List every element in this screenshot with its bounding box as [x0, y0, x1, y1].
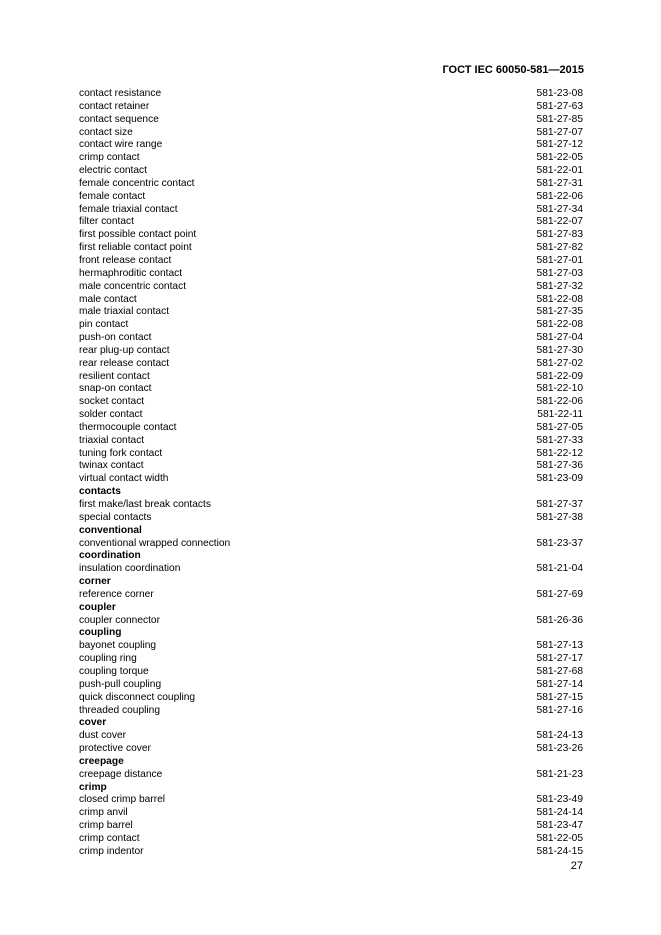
entry-term: resilient contact — [79, 370, 150, 382]
index-entry — [79, 473, 583, 486]
group-heading-text: coupler — [79, 601, 116, 613]
entry-code: 581-23-37 — [536, 537, 583, 549]
index-group-heading — [79, 756, 583, 769]
entry-term: front release contact — [79, 254, 172, 266]
entry-code: 581-22-06 — [536, 396, 583, 408]
entry-term: insulation coordination — [79, 563, 181, 575]
index-entry — [79, 383, 583, 396]
index-entry — [79, 152, 583, 165]
index-entry — [79, 640, 583, 653]
index-group-heading — [79, 717, 583, 730]
entry-term: crimp contact — [79, 152, 140, 164]
entry-code: 581-22-05 — [536, 152, 583, 164]
entry-term: virtual contact width — [79, 473, 169, 485]
entry-code: 581-23-26 — [536, 743, 583, 755]
index-entry — [79, 409, 583, 422]
entry-term: closed crimp barrel — [79, 794, 166, 806]
entry-code: 581-27-37 — [536, 499, 583, 510]
entry-code: 581-27-82 — [536, 242, 583, 254]
entry-term: coupling ring — [79, 653, 137, 665]
group-heading-text: conventional — [79, 524, 142, 536]
index-entry — [79, 229, 583, 242]
entry-code: 581-27-38 — [536, 511, 583, 523]
entry-term: crimp contact — [79, 832, 140, 844]
entry-term: first make/last break contacts — [79, 499, 211, 510]
entry-term: conventional wrapped connection — [79, 537, 231, 549]
group-heading-text: creepage — [79, 755, 124, 767]
entry-term: female triaxial contact — [79, 203, 178, 215]
index-entry — [79, 345, 583, 358]
entry-code: 581-27-07 — [536, 126, 583, 138]
index-group-heading — [79, 602, 583, 615]
entry-code: 581-27-12 — [536, 139, 583, 151]
index-entry — [79, 139, 583, 152]
entry-term: pin contact — [79, 319, 129, 331]
entry-code: 581-22-07 — [536, 216, 583, 228]
index-entry — [79, 88, 583, 101]
entry-term: rear release contact — [79, 357, 170, 369]
entry-code: 581-26-36 — [536, 614, 583, 626]
index-entry — [79, 589, 583, 602]
entry-code: 581-24-13 — [536, 730, 583, 742]
entry-code: 581-22-09 — [536, 370, 583, 382]
index-group-heading — [79, 525, 583, 538]
entry-code: 581-22-01 — [536, 165, 583, 177]
entry-code: 581-27-68 — [536, 665, 583, 677]
index-entry — [79, 281, 583, 294]
index-entry — [79, 268, 583, 281]
entry-term: contact sequence — [79, 113, 159, 125]
entry-term: creepage distance — [79, 768, 163, 780]
entry-term: snap-on contact — [79, 383, 152, 395]
entry-code: 581-24-15 — [536, 845, 583, 857]
index-entry — [79, 371, 583, 384]
index-entry — [79, 769, 583, 782]
entry-term: coupler connector — [79, 614, 160, 626]
entry-term: male triaxial contact — [79, 306, 170, 318]
entry-code: 581-27-14 — [536, 678, 583, 690]
index-entry — [79, 101, 583, 114]
index-entry — [79, 204, 583, 217]
index-entry — [79, 165, 583, 178]
entry-term: first possible contact point — [79, 229, 197, 241]
index-group-heading — [79, 550, 583, 563]
entry-term: push-pull coupling — [79, 678, 162, 690]
group-heading-text: coupling — [79, 627, 122, 639]
index-entry — [79, 178, 583, 191]
entry-code: 581-22-05 — [536, 832, 583, 844]
index-entry — [79, 653, 583, 666]
index-entry — [79, 306, 583, 319]
entry-code: 581-23-08 — [536, 88, 583, 99]
index-entry — [79, 460, 583, 473]
term-index-list — [79, 88, 583, 859]
entry-code: 581-27-05 — [536, 421, 583, 433]
entry-code: 581-27-63 — [536, 100, 583, 112]
entry-term: push-on contact — [79, 332, 152, 344]
entry-code: 581-27-83 — [536, 229, 583, 241]
entry-term: triaxial contact — [79, 434, 145, 446]
index-entry — [79, 242, 583, 255]
entry-code: 581-21-04 — [536, 563, 583, 575]
index-entry — [79, 512, 583, 525]
entry-code: 581-27-30 — [536, 344, 583, 356]
index-entry — [79, 396, 583, 409]
entry-term: socket contact — [79, 396, 145, 408]
index-entry — [79, 319, 583, 332]
entry-term: quick disconnect coupling — [79, 691, 196, 703]
entry-code: 581-27-15 — [536, 691, 583, 703]
entry-code: 581-27-33 — [536, 434, 583, 446]
entry-code: 581-27-04 — [536, 332, 583, 344]
entry-term: crimp anvil — [79, 807, 128, 819]
index-entry — [79, 216, 583, 229]
group-heading-text: coordination — [79, 550, 141, 562]
entry-code: 581-27-34 — [536, 203, 583, 215]
entry-term: dust cover — [79, 730, 126, 742]
index-entry — [79, 127, 583, 140]
group-heading-text: crimp — [79, 781, 107, 793]
entry-term: contact size — [79, 126, 133, 138]
entry-term: rear plug-up contact — [79, 344, 170, 356]
entry-term: reference corner — [79, 588, 154, 600]
entry-term: twinax contact — [79, 460, 144, 472]
entry-term: contact resistance — [79, 88, 162, 99]
entry-code: 581-22-10 — [536, 383, 583, 395]
entry-code: 581-27-17 — [536, 653, 583, 665]
entry-code: 581-27-03 — [536, 267, 583, 279]
entry-term: filter contact — [79, 216, 134, 228]
entry-term: threaded coupling — [79, 704, 160, 716]
index-entry — [79, 114, 583, 127]
index-entry — [79, 846, 583, 859]
entry-code: 581-27-01 — [536, 254, 583, 266]
entry-code: 581-27-32 — [536, 280, 583, 292]
entry-term: male concentric contact — [79, 280, 187, 292]
entry-code: 581-22-08 — [536, 293, 583, 305]
entry-code: 581-27-02 — [536, 357, 583, 369]
index-entry — [79, 794, 583, 807]
entry-term: contact retainer — [79, 100, 150, 112]
entry-term: contact wire range — [79, 139, 163, 151]
entry-code: 581-27-16 — [536, 704, 583, 716]
entry-term: female concentric contact — [79, 177, 195, 189]
entry-term: protective cover — [79, 743, 151, 755]
entry-term: crimp barrel — [79, 820, 133, 832]
entry-term: thermocouple contact — [79, 421, 177, 433]
entry-code: 581-22-06 — [536, 190, 583, 202]
group-heading-text: contacts — [79, 486, 121, 498]
document-header: ГОСТ IEC 60050-581—2015 — [442, 64, 584, 76]
entry-term: female contact — [79, 190, 146, 202]
entry-term: bayonet coupling — [79, 640, 157, 652]
entry-term: coupling torque — [79, 665, 149, 677]
index-entry — [79, 191, 583, 204]
index-group-heading — [79, 782, 583, 795]
entry-code: 581-23-49 — [536, 794, 583, 806]
entry-code: 581-27-31 — [536, 177, 583, 189]
entry-code: 581-24-14 — [536, 807, 583, 819]
entry-code: 581-27-36 — [536, 460, 583, 472]
entry-term: male contact — [79, 293, 137, 305]
entry-term: first reliable contact point — [79, 242, 192, 254]
index-entry — [79, 692, 583, 705]
index-entry — [79, 358, 583, 371]
entry-code: 581-27-13 — [536, 640, 583, 652]
entry-term: hermaphroditic contact — [79, 267, 183, 279]
index-entry — [79, 538, 583, 551]
index-entry — [79, 499, 583, 512]
entry-term: special contacts — [79, 511, 152, 523]
index-entry — [79, 615, 583, 628]
index-entry — [79, 294, 583, 307]
index-group-heading — [79, 486, 583, 499]
index-entry — [79, 332, 583, 345]
index-entry — [79, 730, 583, 743]
entry-code: 581-27-85 — [536, 113, 583, 125]
entry-code: 581-27-69 — [536, 588, 583, 600]
entry-term: tuning fork contact — [79, 447, 163, 459]
entry-term: solder contact — [79, 409, 143, 421]
entry-code: 581-23-47 — [536, 820, 583, 832]
entry-code: 581-23-09 — [536, 473, 583, 485]
entry-code: 581-22-08 — [536, 319, 583, 331]
index-entry — [79, 563, 583, 576]
entry-term: crimp indentor — [79, 845, 144, 857]
entry-code: 581-22-11 — [537, 409, 583, 421]
index-entry — [79, 422, 583, 435]
group-heading-text: cover — [79, 717, 107, 729]
index-entry — [79, 705, 583, 718]
entry-code: 581-21-23 — [536, 768, 583, 780]
index-group-heading — [79, 576, 583, 589]
index-entry — [79, 679, 583, 692]
entry-code: 581-22-12 — [536, 447, 583, 459]
index-entry — [79, 743, 583, 756]
index-entry — [79, 807, 583, 820]
index-entry — [79, 255, 583, 268]
entry-term: electric contact — [79, 165, 147, 177]
group-heading-text: corner — [79, 576, 111, 588]
entry-code: 581-27-35 — [536, 306, 583, 318]
index-entry — [79, 820, 583, 833]
index-group-heading — [79, 627, 583, 640]
index-entry — [79, 833, 583, 846]
index-entry — [79, 448, 583, 461]
index-entry — [79, 666, 583, 679]
index-entry — [79, 435, 583, 448]
page-number: 27 — [570, 860, 583, 872]
